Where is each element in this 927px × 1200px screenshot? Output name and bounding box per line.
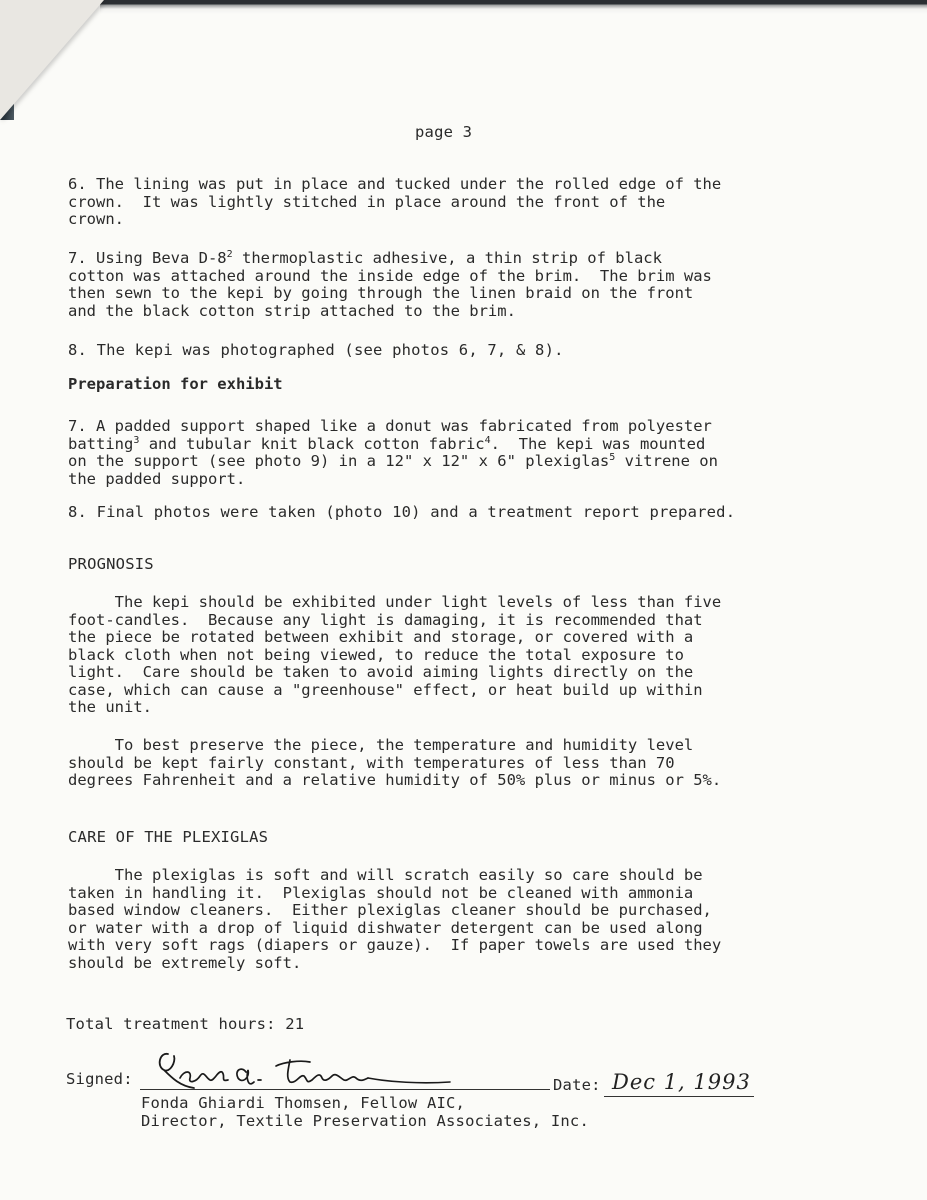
prognosis-line: The kepi should be exhibited under light levels of less than five (68, 593, 722, 611)
date-label: Date: (553, 1076, 601, 1094)
care-line: should be extremely soft. (68, 953, 302, 972)
prognosis-line: the unit. (68, 698, 152, 716)
step-8-final-photos: 8. Final photos were taken (photo 10) and a treatment report prepared. (68, 503, 736, 521)
footnote-ref: 5 (609, 452, 616, 463)
handwritten-date: Dec 1, 1993 (612, 1070, 751, 1094)
step-6-line: crown. (68, 210, 124, 228)
preparation-heading: Preparation for exhibit (68, 375, 283, 393)
prognosis-line: should be kept fairly constant, with temperatures of less than 70 (68, 753, 675, 772)
prognosis-line: light. Care should be taken to avoid aiming lights directly on the (68, 663, 694, 681)
prognosis-line: degrees Fahrenheit and a relative humidity of 50% plus or minus or 5%. (68, 771, 722, 789)
page-number: page 3 (415, 123, 473, 141)
prognosis-line: the piece be rotated between exhibit and storage, or covered with a (68, 628, 694, 646)
care-heading: CARE OF THE PLEXIGLAS (68, 828, 269, 846)
step-6-line: 6. The lining was put in place and tucked under the rolled edge of the (68, 175, 722, 193)
step-7b-line: batting$^3$ and tubular knit black cotton fabric$^4$. The kepi was mounted (68, 434, 706, 453)
prognosis-line: case, which can cause a "greenhouse" effect, or heat build up within (68, 680, 703, 699)
prognosis-paragraph-2 (68, 737, 721, 790)
care-paragraph (68, 867, 721, 972)
footnote-ref: 3 (133, 434, 140, 446)
step-7a-line: and the black cotton strip attached to the brim. (68, 301, 516, 320)
care-line: The plexiglas is soft and will scratch easily so care should be (68, 866, 703, 884)
signer-title: Director, Textile Preservation Associates, Inc. (141, 1112, 589, 1130)
step-7a-line: 7. Using Beva $D-8^2$ thermoplastic adhesive, a thin strip of black (68, 249, 662, 267)
prognosis-line: black cloth when not being viewed, to reduce the total exposure to (68, 645, 684, 664)
prognosis-line: To best preserve the piece, the temperature and humidity level (68, 736, 694, 754)
care-line: with very soft rags (diapers or gauze). If paper towels are used they (68, 936, 722, 954)
folded-corner (0, 0, 104, 120)
step-6-paragraph (68, 176, 721, 229)
prognosis-heading: PROGNOSIS (68, 555, 154, 573)
footnote-ref: 4 (484, 434, 491, 446)
step-7a-line: cotton was attached around the inside edge of the brim. The brim was (68, 266, 712, 285)
prognosis-paragraph-1 (68, 594, 721, 717)
step-7b-line: on the support (see photo 9) in a 12" x 12" x 6" plexiglas$^5$ vitrene on (68, 452, 718, 470)
step-7-support-paragraph (68, 418, 718, 488)
step-7b-line: 7. A padded support shaped like a donut was fabricated from polyester (68, 417, 712, 435)
care-line: based window cleaners. Either plexiglas cleaner should be purchased, (68, 901, 712, 919)
scan-top-edge (100, 0, 927, 14)
date-line (604, 1096, 754, 1097)
care-line: taken in handling it. Plexiglas should not be cleaned with ammonia (68, 883, 694, 902)
total-treatment-hours: Total treatment hours: 21 (66, 1015, 305, 1033)
step-8-photographed: 8. The kepi was photographed (see photos 6, 7, & 8). (68, 341, 564, 359)
step-7a-line: then sewn to the kepi by going through the linen braid on the front (68, 284, 694, 302)
care-line: or water with a drop of liquid dishwater detergent can be used along (68, 918, 703, 937)
prognosis-line: foot-candles. Because any light is damaging, it is recommended that (68, 610, 703, 629)
step-7-adhesive-paragraph (68, 250, 712, 320)
step-6-line: crown. It was lightly stitched in place around the front of the (68, 192, 666, 211)
step-7b-line: the padded support. (68, 469, 246, 488)
footnote-ref: 2 (226, 249, 233, 260)
signed-label: Signed: (66, 1070, 133, 1088)
signer-name: Fonda Ghiardi Thomsen, Fellow AIC, (141, 1094, 466, 1112)
handwritten-signature (150, 1048, 460, 1092)
